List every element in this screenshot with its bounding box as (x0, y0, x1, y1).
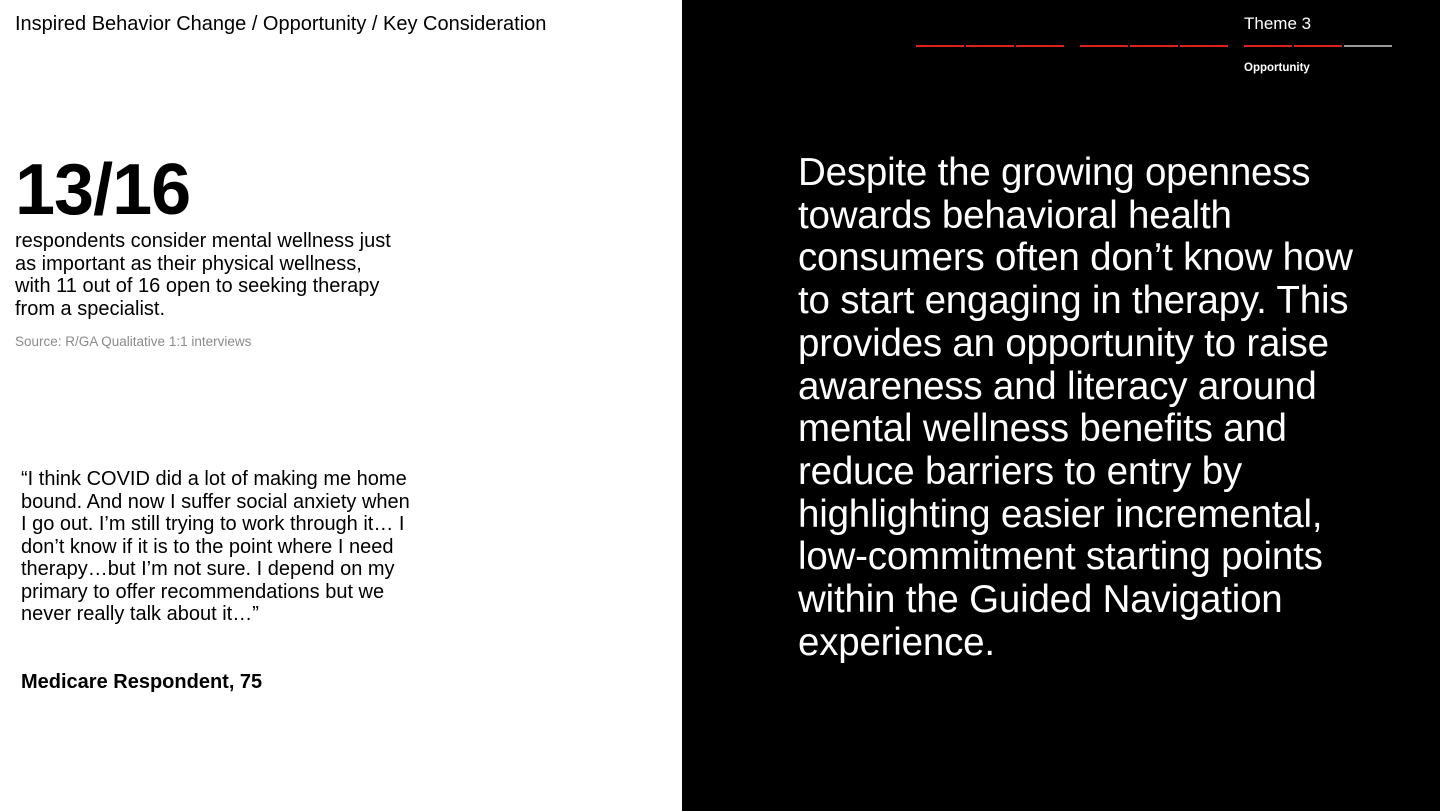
left-panel (0, 0, 682, 811)
progress-segment (1344, 45, 1392, 47)
opportunity-statement: Despite the growing openness towards behavioral health consumers often don’t know how to start engaging in therapy. This provides an opportunity to raise awareness and literacy around mental wellness benefits and reduce barriers to entry by highlighting easier incremental, low-commitment starting points within the Guided Navigation experience. (798, 151, 1353, 664)
progress-segment (916, 45, 964, 47)
stat-number: 13/16 (15, 150, 191, 230)
theme-progress-bar (916, 45, 1392, 47)
progress-segment (1294, 45, 1342, 47)
progress-segment (1130, 45, 1178, 47)
theme-label: Theme 3 (1244, 14, 1312, 33)
progress-segment (966, 45, 1014, 47)
progress-segment (1080, 45, 1128, 47)
progress-segment (1180, 45, 1228, 47)
quote-author: Medicare Respondent, 75 (21, 671, 263, 693)
stat-description: respondents consider mental wellness just as important as their physical wellness, with 11 out of 16 open to seeking therapy from a specialist. (15, 230, 391, 320)
source-note: Source: R/GA Qualitative 1:1 interviews (15, 334, 252, 349)
progress-segment (1016, 45, 1064, 47)
respondent-quote: “I think COVID did a lot of making me home bound. And now I suffer social anxiety when I go out. I’m still trying to work through it… I don’t know if it is to the point where I need therapy…but I’m not sure. I depend on my primary to offer recommendations but we never really talk about it…” (21, 468, 410, 625)
subtheme-label: Opportunity (1244, 62, 1310, 74)
right-panel (682, 0, 1440, 811)
breadcrumb: Inspired Behavior Change / Opportunity / Key Consideration (15, 13, 547, 35)
progress-segment (1244, 45, 1292, 47)
